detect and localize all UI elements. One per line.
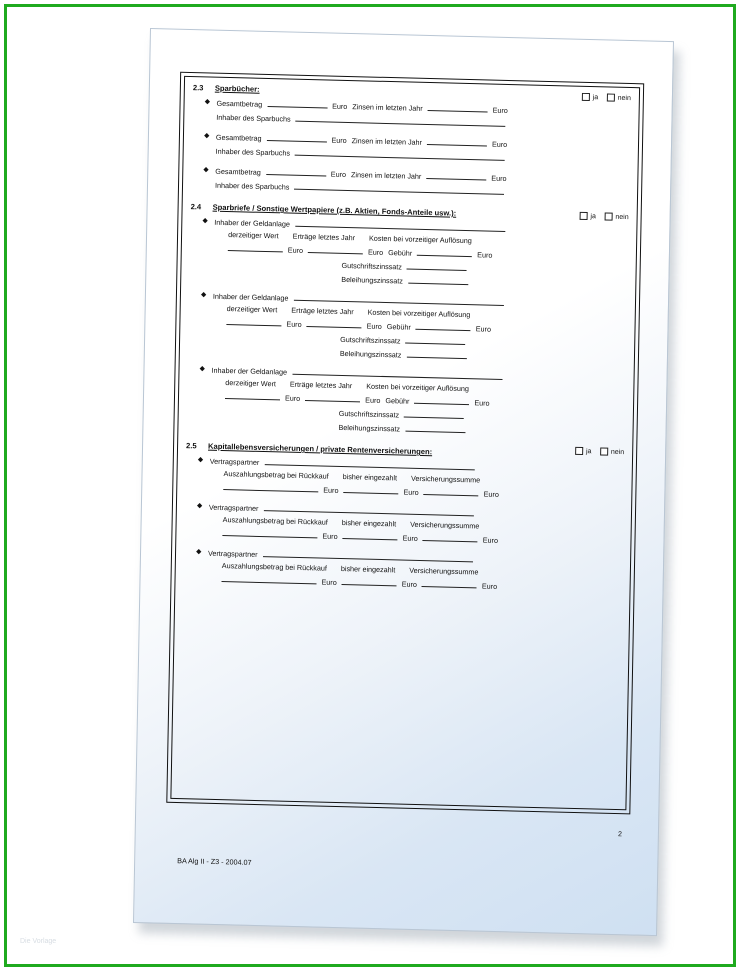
row-inhaber: [215, 179, 631, 200]
checkbox-label-nein: nein: [615, 213, 629, 221]
input-inhaber-sparbuch[interactable]: [294, 181, 504, 195]
row-inhaber-geldanlage: [213, 290, 629, 311]
input-gebuehr[interactable]: [416, 321, 471, 331]
label-euro: Euro: [331, 135, 347, 145]
input-versicherungssumme[interactable]: [424, 486, 479, 496]
label-euro: Euro: [322, 531, 338, 541]
spacer: [184, 540, 624, 557]
bullet-icon: ◆: [204, 97, 211, 106]
checkbox-label-ja: ja: [585, 447, 592, 455]
label-euro: Euro: [481, 581, 498, 591]
bullet-icon: ◆: [203, 131, 210, 140]
entry-versicherung-1: [197, 455, 626, 502]
bullet-icon: ◆: [200, 290, 207, 299]
row-gutschriftszinssatz: [340, 333, 628, 351]
yesno-group-2-3[interactable]: [582, 93, 631, 102]
entry-geldanlage-1: [202, 216, 630, 291]
spacer: [192, 124, 632, 141]
label-derzeitiger-wert: derzeitiger Wert: [228, 230, 279, 241]
checkbox-icon[interactable]: [607, 93, 615, 101]
label-vertragspartner: Vertragspartner: [209, 456, 260, 467]
input-vertragspartner[interactable]: [263, 502, 473, 516]
page-number: 2: [617, 831, 622, 839]
label-inhaber-sparbuch: Inhaber des Sparbuchs: [214, 180, 290, 192]
entry-sparbuch-3: [203, 165, 631, 200]
label-euro: Euro: [474, 398, 490, 408]
row-column-headers: [223, 469, 625, 488]
input-versicherungssumme[interactable]: [422, 578, 477, 588]
checkbox-icon[interactable]: [582, 93, 590, 101]
checkbox-ja-2-5[interactable]: [575, 447, 591, 455]
checkbox-nein-2-4[interactable]: [605, 212, 629, 221]
input-gutschriftszinssatz[interactable]: [407, 261, 467, 272]
label-gebuehr: Gebühr: [386, 322, 411, 332]
input-gesamtbetrag[interactable]: [266, 166, 326, 177]
row-column-headers: [223, 515, 625, 534]
row-vertragspartner: [210, 455, 626, 476]
section-number: 2.3: [192, 83, 204, 93]
label-derzeitiger-wert: derzeitiger Wert: [226, 304, 278, 315]
checkbox-icon[interactable]: [575, 447, 583, 455]
input-inhaber-geldanlage[interactable]: [295, 218, 505, 232]
label-gesamtbetrag: Gesamtbetrag: [216, 98, 263, 109]
label-zinsen: Zinsen im letzten Jahr: [351, 136, 423, 147]
sheet-surface: [133, 28, 674, 936]
spacer: [186, 431, 626, 452]
label-euro: Euro: [287, 245, 304, 255]
input-derzeitiger-wert[interactable]: [225, 390, 280, 400]
label-euro: Euro: [321, 577, 337, 587]
row-values: [221, 573, 623, 594]
input-gesamtbetrag[interactable]: [266, 132, 326, 143]
spacer: [185, 494, 625, 511]
label-euro: Euro: [330, 169, 347, 179]
row-values: [222, 527, 624, 548]
input-zinsen[interactable]: [426, 170, 486, 181]
spacer: [191, 192, 631, 213]
input-bisher-eingezahlt[interactable]: [342, 576, 397, 586]
input-beleihungszinssatz[interactable]: [406, 349, 466, 360]
label-derzeitiger-wert: derzeitiger Wert: [225, 378, 276, 389]
input-vertragspartner[interactable]: [263, 548, 473, 562]
checkbox-icon[interactable]: [580, 212, 588, 220]
row-vertragspartner: [209, 501, 625, 522]
label-versicherungssumme: Versicherungssumme: [410, 519, 480, 531]
checkbox-label-nein: nein: [617, 94, 631, 102]
row-column-headers: [225, 378, 627, 397]
input-vertragspartner[interactable]: [264, 456, 474, 470]
input-auszahlungsbetrag[interactable]: [222, 573, 317, 584]
label-euro: Euro: [491, 173, 507, 183]
checkbox-icon[interactable]: [600, 447, 608, 455]
spacer: [191, 158, 631, 175]
checkbox-label-ja: ja: [592, 93, 599, 101]
label-euro: Euro: [286, 319, 302, 329]
input-beleihungszinssatz[interactable]: [405, 423, 465, 434]
input-inhaber-geldanlage[interactable]: [292, 366, 502, 380]
input-derzeitiger-wert[interactable]: [226, 316, 281, 326]
entry-sparbuch-2: [203, 131, 632, 166]
input-beleihungszinssatz[interactable]: [408, 275, 468, 286]
label-auszahlungsbetrag: Auszahlungsbetrag bei Rückkauf: [222, 515, 328, 527]
label-kosten-aufloesung: Kosten bei vorzeitiger Auflösung: [366, 381, 470, 394]
input-gutschriftszinssatz[interactable]: [404, 409, 464, 420]
label-inhaber-geldanlage: Inhaber der Geldanlage: [214, 217, 290, 229]
label-auszahlungsbetrag: Auszahlungsbetrag bei Rückkauf: [221, 561, 328, 573]
input-versicherungssumme[interactable]: [423, 532, 478, 542]
bullet-icon: ◆: [197, 455, 204, 464]
corner-note: Die Vorlage: [20, 938, 57, 945]
entry-versicherung-2: [196, 501, 625, 548]
input-ertraege[interactable]: [305, 392, 360, 402]
checkbox-nein-2-3[interactable]: [607, 93, 631, 102]
row-column-headers: [227, 304, 629, 323]
row-values: [228, 242, 630, 263]
row-inhaber-geldanlage: [211, 364, 627, 385]
section-title: Sparbriefe / Sonstige Wertpapiere (z.B. Aktien, Fonds-Anteile usw.):: [212, 202, 457, 218]
input-gesamtbetrag[interactable]: [267, 98, 327, 109]
label-inhaber-geldanlage: Inhaber der Geldanlage: [211, 365, 288, 377]
row-beleihungszinssatz: [341, 273, 629, 291]
row-gutschriftszinssatz: [339, 407, 627, 425]
input-bisher-eingezahlt[interactable]: [343, 530, 398, 540]
row-vertragspartner: [208, 547, 624, 568]
row-gesamtbetrag: [217, 97, 633, 118]
label-euro: Euro: [365, 395, 381, 405]
form-content: [179, 83, 633, 807]
row-inhaber: [216, 145, 632, 166]
input-gebuehr[interactable]: [417, 247, 472, 257]
input-auszahlungsbetrag[interactable]: [223, 481, 318, 492]
input-inhaber-sparbuch[interactable]: [296, 113, 506, 127]
section-sparbriefe: [186, 202, 630, 439]
input-bisher-eingezahlt[interactable]: [343, 484, 398, 494]
label-gutschriftszinssatz: Gutschriftszinssatz: [340, 334, 401, 346]
label-euro: Euro: [491, 139, 508, 149]
label-euro: Euro: [483, 489, 499, 499]
label-beleihungszinssatz: Beleihungszinssatz: [339, 348, 402, 360]
row-beleihungszinssatz: [338, 421, 626, 439]
checkbox-nein-2-5[interactable]: [600, 447, 624, 456]
input-inhaber-geldanlage[interactable]: [293, 292, 503, 306]
label-euro: Euro: [323, 485, 339, 495]
label-beleihungszinssatz: Beleihungszinssatz: [338, 422, 401, 434]
entry-geldanlage-3: [199, 364, 627, 439]
section-number: 2.4: [190, 202, 202, 212]
input-gutschriftszinssatz[interactable]: [405, 335, 465, 346]
label-gebuehr: Gebühr: [385, 396, 410, 406]
spacer: [188, 357, 628, 374]
input-zinsen[interactable]: [427, 136, 487, 147]
label-versicherungssumme: Versicherungssumme: [410, 473, 481, 485]
label-gebuehr: Gebühr: [388, 248, 413, 258]
label-vertragspartner: Vertragspartner: [207, 548, 258, 559]
checkbox-icon[interactable]: [605, 212, 613, 220]
bullet-icon: ◆: [202, 216, 208, 225]
input-ertraege[interactable]: [307, 318, 362, 328]
bullet-icon: ◆: [196, 547, 202, 556]
label-ertraege: Erträge letztes Jahr: [291, 305, 354, 317]
input-inhaber-sparbuch[interactable]: [295, 147, 505, 161]
row-gesamtbetrag: [215, 165, 631, 186]
checkbox-ja-2-4[interactable]: [580, 212, 596, 220]
bullet-icon: ◆: [196, 501, 203, 510]
yesno-group-2-5[interactable]: [575, 447, 624, 456]
checkbox-ja-2-3[interactable]: [582, 93, 598, 101]
label-bisher-eingezahlt: bisher eingezahlt: [340, 564, 396, 575]
row-values: [226, 316, 628, 337]
input-ertraege[interactable]: [308, 244, 363, 254]
spacer: [189, 283, 629, 300]
row-values: [223, 481, 625, 502]
label-ertraege: Erträge letztes Jahr: [292, 231, 356, 243]
entry-sparbuch-1: [204, 97, 632, 132]
label-gesamtbetrag: Gesamtbetrag: [215, 166, 261, 177]
input-gebuehr[interactable]: [414, 395, 469, 405]
label-euro: Euro: [482, 535, 499, 545]
bullet-icon: ◆: [199, 364, 206, 373]
entry-versicherung-3: [196, 547, 624, 594]
row-column-headers: [222, 561, 624, 580]
row-inhaber: [216, 111, 632, 132]
checkbox-label-ja: ja: [590, 212, 596, 220]
label-euro: Euro: [403, 487, 419, 497]
entry-geldanlage-2: [200, 290, 629, 365]
label-gesamtbetrag: Gesamtbetrag: [215, 132, 262, 143]
label-kosten-aufloesung: Kosten bei vorzeitiger Auflösung: [368, 233, 472, 246]
label-euro: Euro: [401, 579, 418, 589]
label-euro: Euro: [402, 533, 418, 543]
label-inhaber-sparbuch: Inhaber des Sparbuchs: [215, 146, 291, 158]
row-gutschriftszinssatz: [341, 259, 629, 277]
input-zinsen[interactable]: [428, 102, 488, 113]
input-derzeitiger-wert[interactable]: [228, 242, 283, 252]
document-sheet: [133, 28, 680, 951]
label-gutschriftszinssatz: Gutschriftszinssatz: [341, 260, 402, 272]
row-gesamtbetrag: [216, 131, 632, 152]
label-euro: Euro: [367, 247, 384, 257]
row-values: [225, 390, 627, 411]
label-gutschriftszinssatz: Gutschriftszinssatz: [338, 408, 400, 420]
row-column-headers: [228, 230, 630, 249]
label-euro: Euro: [477, 250, 493, 260]
label-beleihungszinssatz: Beleihungszinssatz: [341, 274, 403, 286]
label-euro: Euro: [366, 321, 382, 331]
input-auszahlungsbetrag[interactable]: [222, 527, 317, 538]
label-euro: Euro: [284, 393, 301, 403]
label-kosten-aufloesung: Kosten bei vorzeitiger Auflösung: [367, 307, 471, 320]
yesno-group-2-4[interactable]: [580, 212, 629, 221]
label-inhaber-sparbuch: Inhaber des Sparbuchs: [216, 112, 291, 124]
label-euro: Euro: [332, 101, 348, 111]
label-ertraege: Erträge letztes Jahr: [289, 379, 353, 391]
section-title: Sparbücher:: [214, 83, 260, 94]
label-vertragspartner: Vertragspartner: [208, 502, 259, 513]
form-footer-id: BA Alg II - Z3 - 2004.07: [177, 856, 252, 867]
label-zinsen: Zinsen im letzten Jahr: [352, 102, 423, 113]
label-inhaber-geldanlage: Inhaber der Geldanlage: [212, 291, 289, 303]
section-title: Kapitallebensversicherungen / private Rentenversicherungen:: [208, 441, 433, 457]
label-zinsen: Zinsen im letzten Jahr: [350, 170, 422, 181]
label-versicherungssumme: Versicherungssumme: [409, 565, 479, 577]
section-number: 2.5: [186, 441, 197, 451]
label-bisher-eingezahlt: bisher eingezahlt: [342, 472, 398, 483]
label-euro: Euro: [475, 324, 492, 334]
form-border-box: [166, 72, 644, 815]
section-sparbuecher: [191, 83, 633, 200]
section-lebensversicherungen: [183, 441, 626, 594]
bullet-icon: ◆: [203, 165, 209, 174]
row-beleihungszinssatz: [340, 347, 628, 365]
row-inhaber-geldanlage: [214, 216, 630, 237]
checkbox-label-nein: nein: [610, 448, 625, 456]
label-bisher-eingezahlt: bisher eingezahlt: [341, 518, 397, 529]
label-euro: Euro: [492, 105, 508, 115]
label-auszahlungsbetrag: Auszahlungsbetrag bei Rückkauf: [223, 469, 329, 481]
